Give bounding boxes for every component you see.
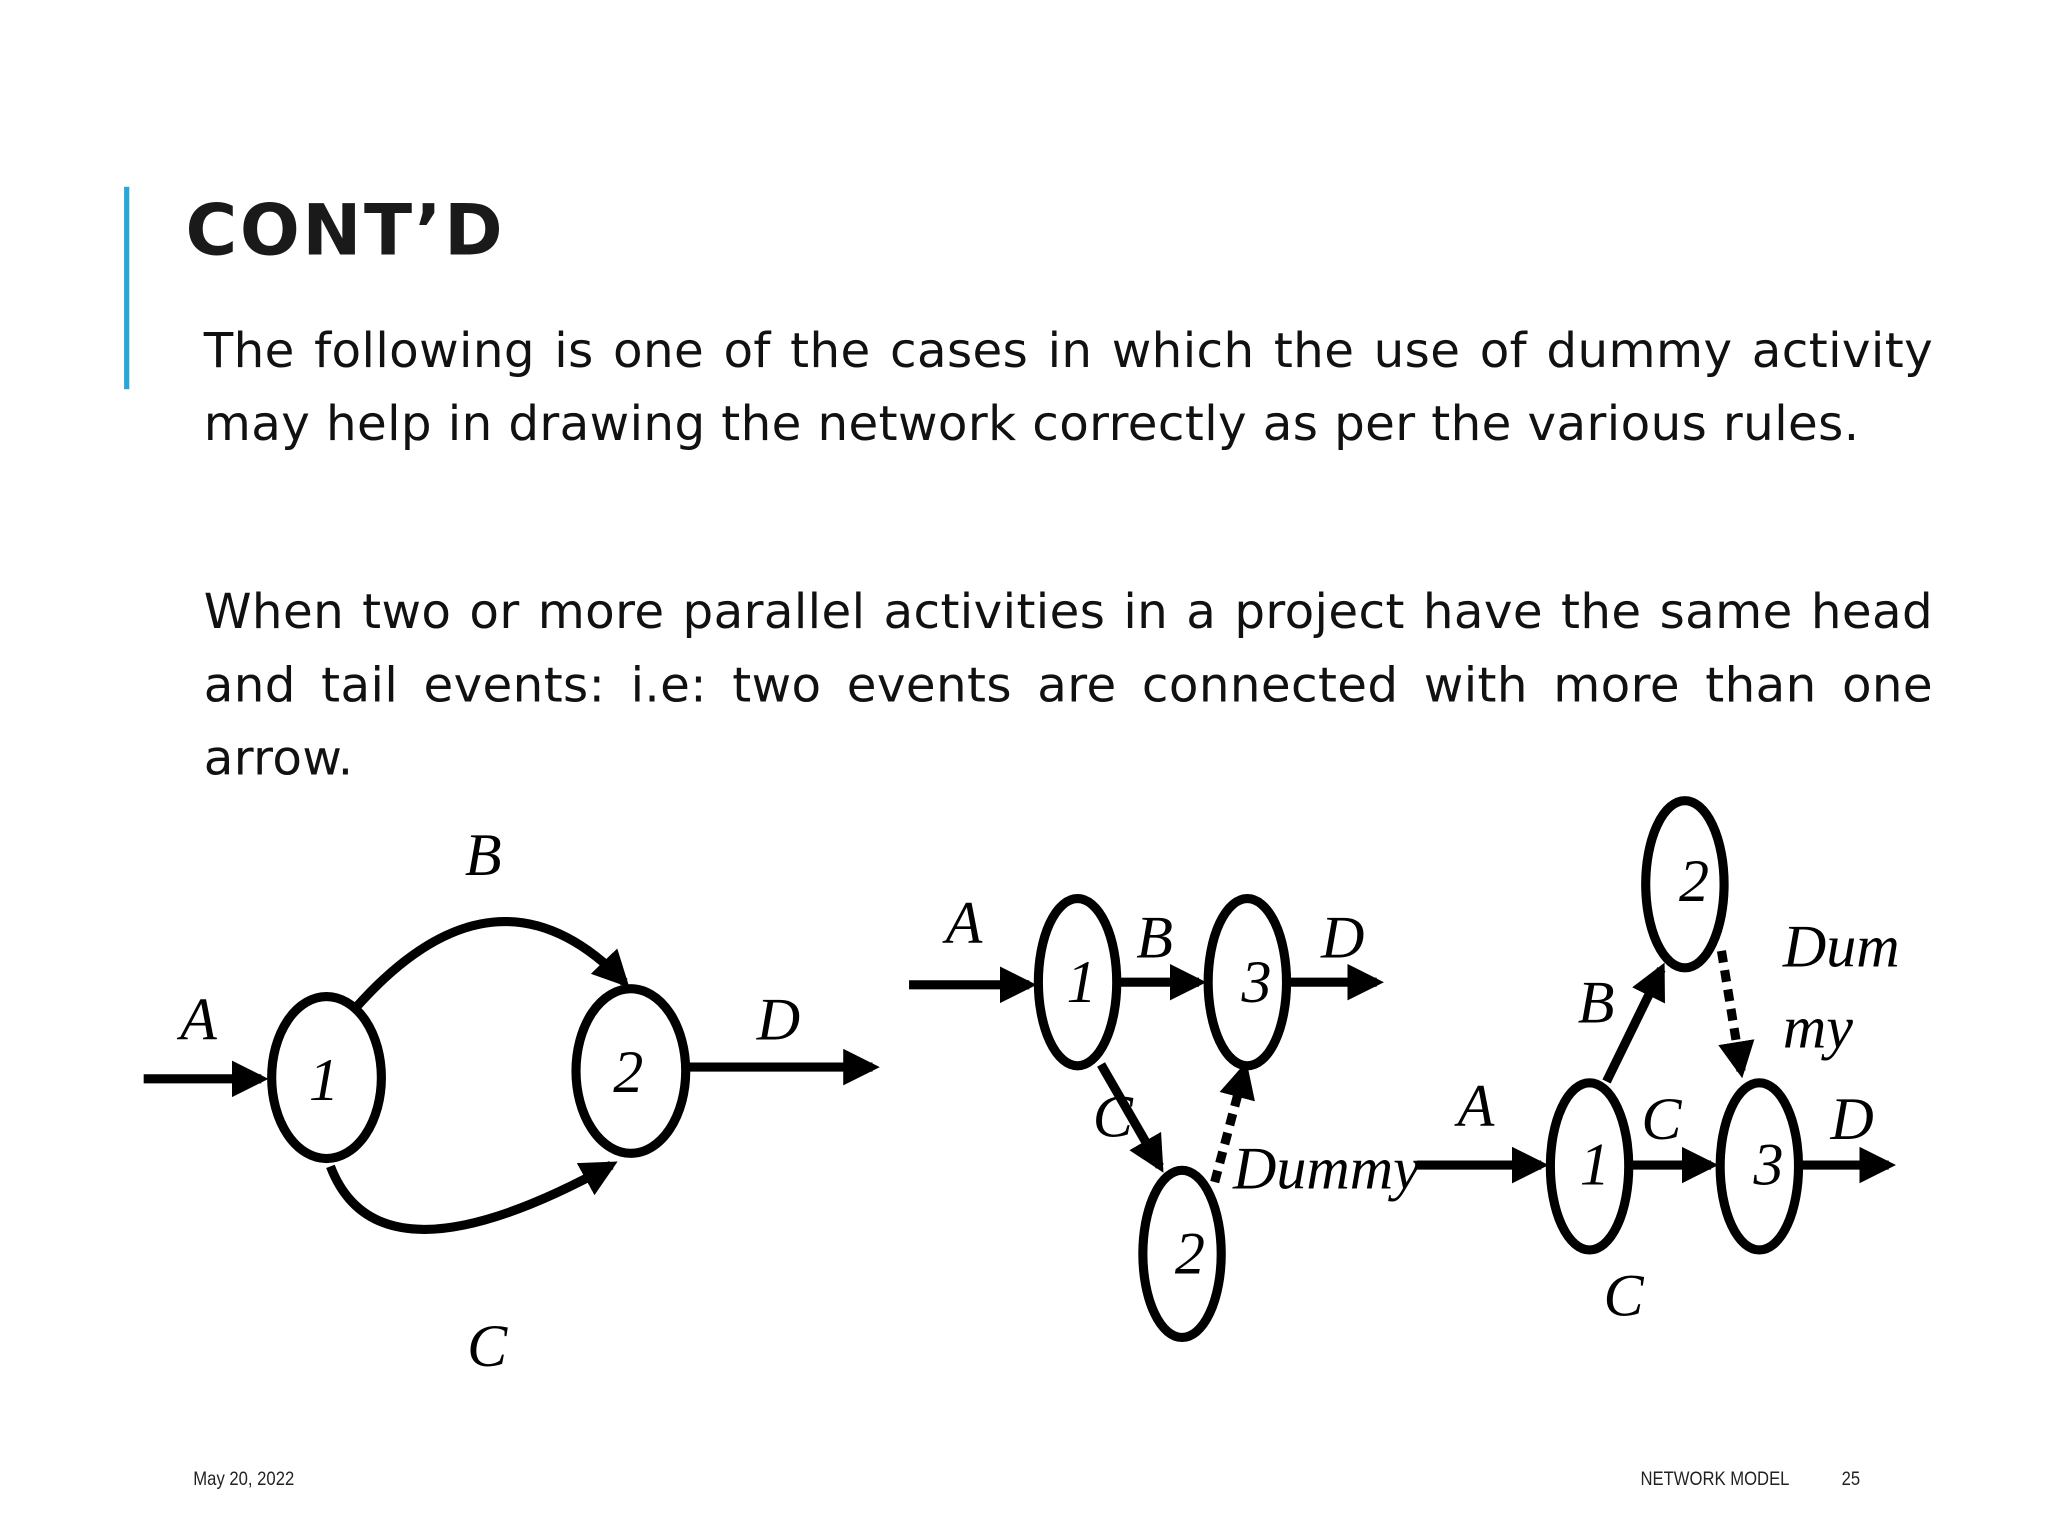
- arrow-b: [1607, 969, 1662, 1081]
- dummy-arrow: [1721, 951, 1741, 1071]
- diagram-1: [144, 922, 873, 1230]
- node-number: 2: [613, 1037, 644, 1105]
- activity-label: A: [1457, 1071, 1495, 1139]
- slide-title: CONT’D: [185, 189, 506, 272]
- node-number: 2: [1679, 847, 1710, 915]
- activity-label: C: [1092, 1082, 1133, 1150]
- node-number: 3: [1241, 947, 1272, 1015]
- arrow-b: [355, 922, 624, 1009]
- activity-label: B: [1577, 968, 1615, 1036]
- paragraph-1: The following is one of the cases in which the use of dummy activity may help in drawing the network correctly as per the various rules.: [203, 322, 1934, 452]
- dummy-label: Dummy: [1232, 1134, 1420, 1202]
- node-number: 1: [1066, 947, 1097, 1015]
- dummy-label: my: [1782, 993, 1853, 1061]
- activity-label: B: [464, 821, 502, 889]
- arrow-c: [330, 1165, 611, 1229]
- dummy-label: Dum: [1782, 912, 1900, 980]
- page-number: 25: [1841, 1468, 1861, 1491]
- activity-label: C: [1603, 1261, 1644, 1329]
- node-number: 1: [308, 1045, 339, 1113]
- activity-label: D: [756, 985, 801, 1053]
- activity-label: D: [1830, 1084, 1874, 1152]
- activity-label: C: [467, 1312, 508, 1380]
- activity-label: A: [945, 889, 983, 957]
- activity-label: D: [1320, 903, 1365, 971]
- node-number: 3: [1753, 1130, 1784, 1198]
- activity-label: C: [1641, 1084, 1682, 1152]
- activity-label: B: [1136, 903, 1173, 971]
- node-number: 1: [1579, 1130, 1610, 1198]
- footer-date: May 20, 2022: [193, 1468, 295, 1491]
- paragraph-2: When two or more parallel activities in a project have the same head and tail events: i.e: two events are connected with more than one arrow.: [203, 583, 1934, 787]
- node-number: 2: [1174, 1219, 1205, 1287]
- footer-section: NETWORK MODEL: [1640, 1468, 1790, 1491]
- activity-label: A: [180, 985, 217, 1053]
